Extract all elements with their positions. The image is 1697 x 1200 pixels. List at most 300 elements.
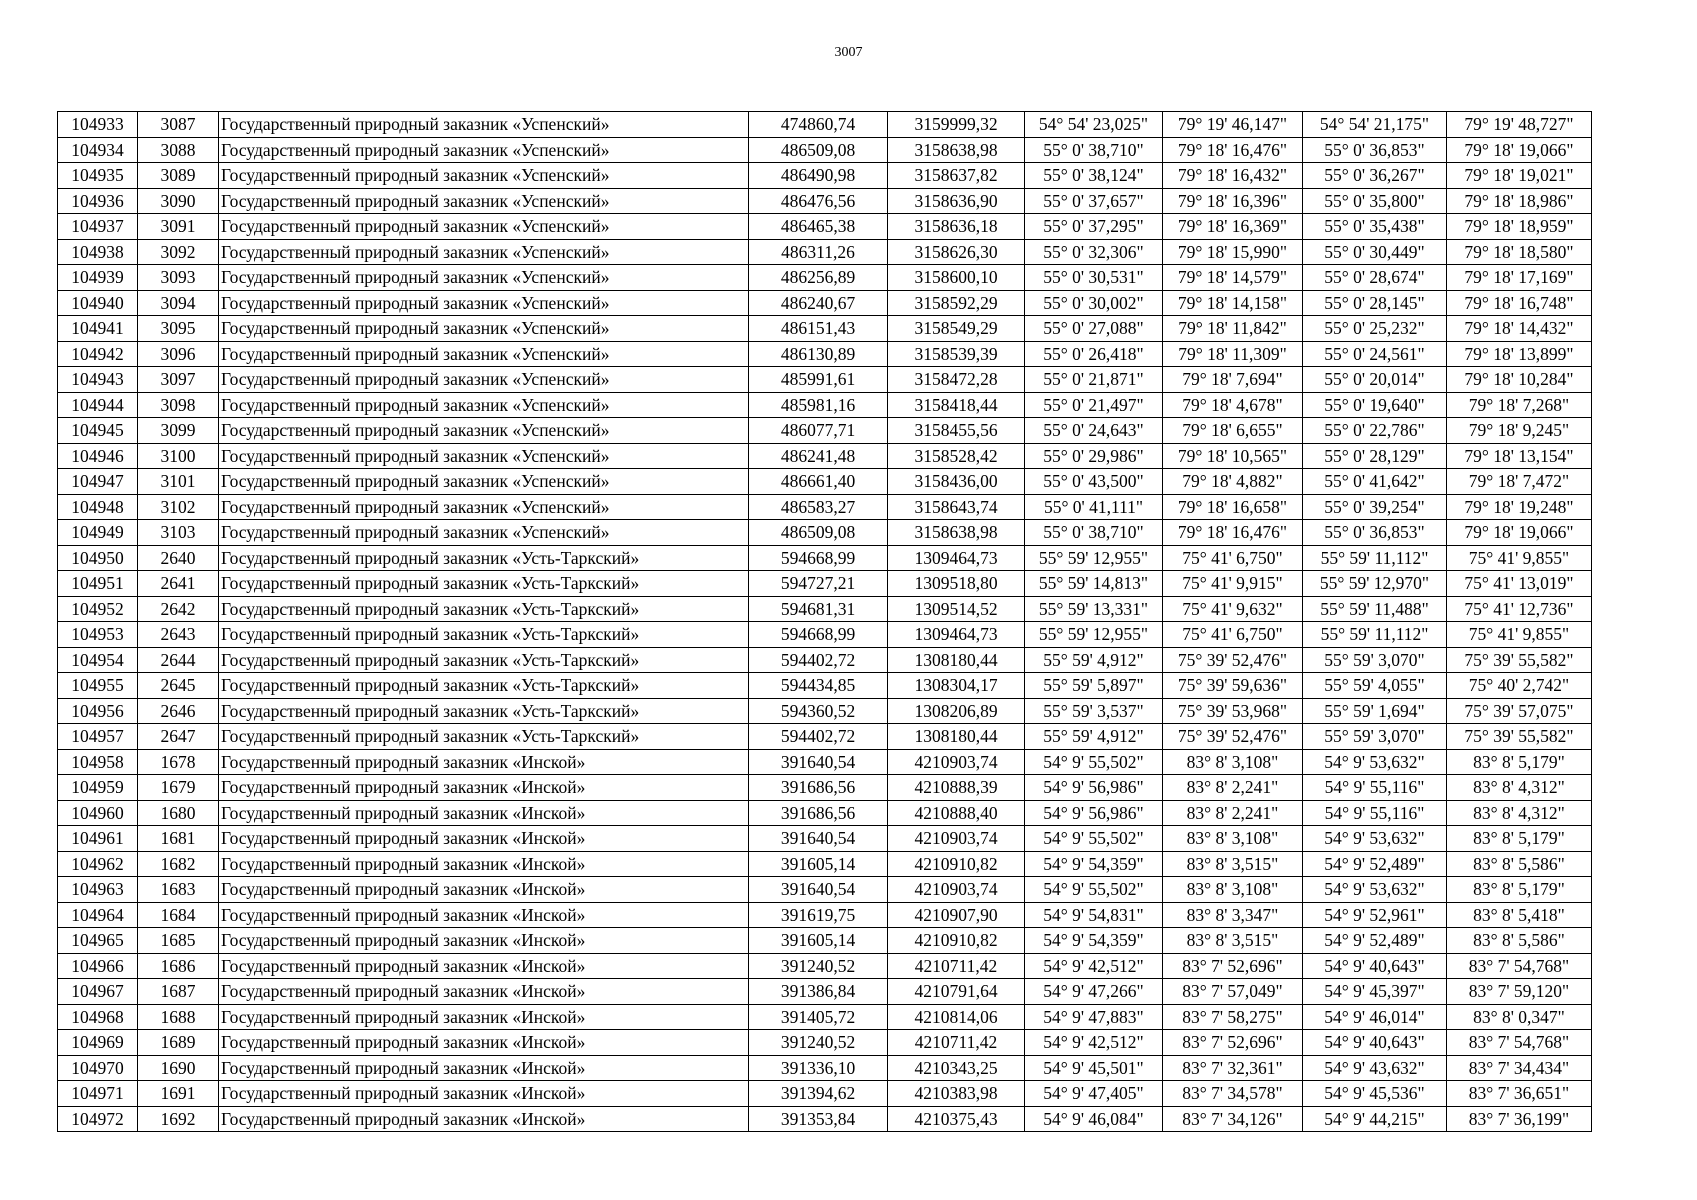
latitude-2-cell: 55° 0' 41,642" [1303, 469, 1447, 495]
x-coordinate-cell: 391336,10 [749, 1055, 888, 1081]
table-row [58, 1055, 1592, 1081]
y-coordinate-cell: 4210907,90 [888, 902, 1025, 928]
table-row [58, 928, 1592, 954]
longitude-1-cell: 83° 8' 3,108" [1163, 877, 1303, 903]
reserve-name-cell: Государственный природный заказник «Успенский» [219, 341, 749, 367]
longitude-1-cell: 83° 8' 2,241" [1163, 775, 1303, 801]
row-id-cell: 104948 [58, 494, 138, 520]
y-coordinate-cell: 3158418,44 [888, 392, 1025, 418]
longitude-1-cell: 75° 39' 59,636" [1163, 673, 1303, 699]
latitude-1-cell: 55° 0' 32,306" [1025, 239, 1163, 265]
latitude-1-cell: 54° 9' 45,501" [1025, 1055, 1163, 1081]
latitude-2-cell: 55° 0' 35,438" [1303, 214, 1447, 240]
y-coordinate-cell: 3158638,98 [888, 520, 1025, 546]
row-id-cell: 104954 [58, 647, 138, 673]
latitude-1-cell: 54° 9' 54,359" [1025, 928, 1163, 954]
latitude-2-cell: 55° 59' 3,070" [1303, 647, 1447, 673]
reserve-name-cell: Государственный природный заказник «Инской» [219, 1081, 749, 1107]
point-number-cell: 1681 [138, 826, 219, 852]
point-number-cell: 3096 [138, 341, 219, 367]
longitude-1-cell: 75° 41' 9,632" [1163, 596, 1303, 622]
x-coordinate-cell: 486465,38 [749, 214, 888, 240]
x-coordinate-cell: 486130,89 [749, 341, 888, 367]
table-row [58, 265, 1592, 291]
x-coordinate-cell: 486490,98 [749, 163, 888, 189]
latitude-2-cell: 55° 0' 20,014" [1303, 367, 1447, 393]
x-coordinate-cell: 594727,21 [749, 571, 888, 597]
longitude-1-cell: 79° 18' 11,842" [1163, 316, 1303, 342]
longitude-2-cell: 75° 40' 2,742" [1447, 673, 1592, 699]
row-id-cell: 104933 [58, 112, 138, 138]
point-number-cell: 1683 [138, 877, 219, 903]
row-id-cell: 104947 [58, 469, 138, 495]
reserve-name-cell: Государственный природный заказник «Инской» [219, 953, 749, 979]
x-coordinate-cell: 391686,56 [749, 800, 888, 826]
point-number-cell: 1692 [138, 1106, 219, 1132]
longitude-1-cell: 75° 39' 52,476" [1163, 647, 1303, 673]
latitude-1-cell: 55° 0' 30,531" [1025, 265, 1163, 291]
y-coordinate-cell: 3158549,29 [888, 316, 1025, 342]
latitude-1-cell: 54° 9' 55,502" [1025, 877, 1163, 903]
point-number-cell: 1691 [138, 1081, 219, 1107]
reserve-name-cell: Государственный природный заказник «Инской» [219, 749, 749, 775]
longitude-1-cell: 83° 7' 32,361" [1163, 1055, 1303, 1081]
point-number-cell: 2647 [138, 724, 219, 750]
reserve-name-cell: Государственный природный заказник «Усть-Таркский» [219, 622, 749, 648]
longitude-2-cell: 83° 8' 5,418" [1447, 902, 1592, 928]
y-coordinate-cell: 4210814,06 [888, 1004, 1025, 1030]
latitude-2-cell: 55° 0' 36,853" [1303, 137, 1447, 163]
table-row [58, 418, 1592, 444]
row-id-cell: 104940 [58, 290, 138, 316]
x-coordinate-cell: 391240,52 [749, 1030, 888, 1056]
y-coordinate-cell: 4210343,25 [888, 1055, 1025, 1081]
point-number-cell: 3093 [138, 265, 219, 291]
latitude-2-cell: 55° 59' 11,488" [1303, 596, 1447, 622]
point-number-cell: 3090 [138, 188, 219, 214]
longitude-1-cell: 83° 7' 52,696" [1163, 953, 1303, 979]
latitude-2-cell: 55° 0' 35,800" [1303, 188, 1447, 214]
latitude-2-cell: 54° 9' 55,116" [1303, 800, 1447, 826]
table-row [58, 1081, 1592, 1107]
longitude-2-cell: 83° 8' 5,179" [1447, 826, 1592, 852]
latitude-2-cell: 55° 59' 11,112" [1303, 622, 1447, 648]
row-id-cell: 104937 [58, 214, 138, 240]
reserve-name-cell: Государственный природный заказник «Инской» [219, 902, 749, 928]
table-row [58, 877, 1592, 903]
latitude-2-cell: 55° 0' 19,640" [1303, 392, 1447, 418]
longitude-2-cell: 83° 7' 34,434" [1447, 1055, 1592, 1081]
y-coordinate-cell: 4210888,40 [888, 800, 1025, 826]
x-coordinate-cell: 391619,75 [749, 902, 888, 928]
latitude-1-cell: 55° 0' 41,111" [1025, 494, 1163, 520]
table-row [58, 469, 1592, 495]
y-coordinate-cell: 4210903,74 [888, 826, 1025, 852]
row-id-cell: 104963 [58, 877, 138, 903]
y-coordinate-cell: 3158643,74 [888, 494, 1025, 520]
longitude-1-cell: 83° 7' 52,696" [1163, 1030, 1303, 1056]
table-row [58, 163, 1592, 189]
row-id-cell: 104965 [58, 928, 138, 954]
x-coordinate-cell: 594402,72 [749, 647, 888, 673]
reserve-name-cell: Государственный природный заказник «Успенский» [219, 494, 749, 520]
table-row [58, 545, 1592, 571]
latitude-1-cell: 54° 9' 56,986" [1025, 800, 1163, 826]
longitude-2-cell: 75° 41' 13,019" [1447, 571, 1592, 597]
row-id-cell: 104961 [58, 826, 138, 852]
reserve-name-cell: Государственный природный заказник «Успенский» [219, 188, 749, 214]
reserve-name-cell: Государственный природный заказник «Успенский» [219, 112, 749, 138]
y-coordinate-cell: 3158592,29 [888, 290, 1025, 316]
reserve-name-cell: Государственный природный заказник «Успенский» [219, 290, 749, 316]
latitude-2-cell: 55° 0' 28,145" [1303, 290, 1447, 316]
y-coordinate-cell: 1308180,44 [888, 647, 1025, 673]
point-number-cell: 3100 [138, 443, 219, 469]
longitude-1-cell: 79° 18' 10,565" [1163, 443, 1303, 469]
x-coordinate-cell: 474860,74 [749, 112, 888, 138]
table-row [58, 622, 1592, 648]
longitude-1-cell: 79° 18' 16,369" [1163, 214, 1303, 240]
longitude-1-cell: 79° 18' 4,678" [1163, 392, 1303, 418]
longitude-2-cell: 83° 7' 54,768" [1447, 953, 1592, 979]
x-coordinate-cell: 594434,85 [749, 673, 888, 699]
y-coordinate-cell: 4210888,39 [888, 775, 1025, 801]
y-coordinate-cell: 4210903,74 [888, 749, 1025, 775]
point-number-cell: 2640 [138, 545, 219, 571]
longitude-1-cell: 83° 8' 3,347" [1163, 902, 1303, 928]
reserve-name-cell: Государственный природный заказник «Инской» [219, 1055, 749, 1081]
y-coordinate-cell: 4210910,82 [888, 928, 1025, 954]
row-id-cell: 104944 [58, 392, 138, 418]
latitude-2-cell: 54° 54' 21,175" [1303, 112, 1447, 138]
x-coordinate-cell: 391405,72 [749, 1004, 888, 1030]
latitude-1-cell: 55° 59' 4,912" [1025, 724, 1163, 750]
latitude-1-cell: 55° 59' 12,955" [1025, 545, 1163, 571]
longitude-2-cell: 79° 18' 16,748" [1447, 290, 1592, 316]
latitude-1-cell: 55° 0' 26,418" [1025, 341, 1163, 367]
table-row [58, 316, 1592, 342]
reserve-name-cell: Государственный природный заказник «Инской» [219, 877, 749, 903]
longitude-1-cell: 75° 41' 9,915" [1163, 571, 1303, 597]
row-id-cell: 104962 [58, 851, 138, 877]
longitude-2-cell: 79° 18' 19,248" [1447, 494, 1592, 520]
latitude-2-cell: 54° 9' 45,397" [1303, 979, 1447, 1005]
longitude-2-cell: 79° 18' 13,899" [1447, 341, 1592, 367]
row-id-cell: 104970 [58, 1055, 138, 1081]
table-row [58, 494, 1592, 520]
x-coordinate-cell: 391394,62 [749, 1081, 888, 1107]
table-row [58, 749, 1592, 775]
latitude-2-cell: 55° 0' 24,561" [1303, 341, 1447, 367]
point-number-cell: 1687 [138, 979, 219, 1005]
point-number-cell: 1686 [138, 953, 219, 979]
page-number: 3007 [834, 45, 863, 60]
y-coordinate-cell: 1309514,52 [888, 596, 1025, 622]
latitude-1-cell: 55° 0' 43,500" [1025, 469, 1163, 495]
reserve-name-cell: Государственный природный заказник «Успенский» [219, 265, 749, 291]
y-coordinate-cell: 3159999,32 [888, 112, 1025, 138]
latitude-2-cell: 55° 0' 28,129" [1303, 443, 1447, 469]
longitude-1-cell: 79° 18' 14,158" [1163, 290, 1303, 316]
table-row [58, 724, 1592, 750]
x-coordinate-cell: 486311,26 [749, 239, 888, 265]
point-number-cell: 3097 [138, 367, 219, 393]
reserve-name-cell: Государственный природный заказник «Успенский» [219, 214, 749, 240]
table-row [58, 290, 1592, 316]
longitude-2-cell: 79° 18' 19,021" [1447, 163, 1592, 189]
longitude-2-cell: 75° 39' 55,582" [1447, 647, 1592, 673]
row-id-cell: 104946 [58, 443, 138, 469]
latitude-1-cell: 55° 0' 21,497" [1025, 392, 1163, 418]
row-id-cell: 104949 [58, 520, 138, 546]
row-id-cell: 104966 [58, 953, 138, 979]
longitude-2-cell: 83° 8' 5,179" [1447, 749, 1592, 775]
longitude-1-cell: 83° 8' 3,515" [1163, 851, 1303, 877]
longitude-1-cell: 79° 18' 4,882" [1163, 469, 1303, 495]
table-row [58, 775, 1592, 801]
table-row [58, 698, 1592, 724]
longitude-1-cell: 79° 18' 16,432" [1163, 163, 1303, 189]
row-id-cell: 104959 [58, 775, 138, 801]
latitude-1-cell: 55° 0' 37,295" [1025, 214, 1163, 240]
longitude-1-cell: 79° 18' 16,658" [1163, 494, 1303, 520]
longitude-2-cell: 79° 18' 14,432" [1447, 316, 1592, 342]
table-row [58, 367, 1592, 393]
row-id-cell: 104972 [58, 1106, 138, 1132]
x-coordinate-cell: 486241,48 [749, 443, 888, 469]
reserve-name-cell: Государственный природный заказник «Успенский» [219, 392, 749, 418]
longitude-2-cell: 83° 8' 5,179" [1447, 877, 1592, 903]
point-number-cell: 3091 [138, 214, 219, 240]
table-row [58, 392, 1592, 418]
longitude-2-cell: 79° 18' 13,154" [1447, 443, 1592, 469]
y-coordinate-cell: 3158636,90 [888, 188, 1025, 214]
table-row [58, 112, 1592, 138]
row-id-cell: 104971 [58, 1081, 138, 1107]
point-number-cell: 2643 [138, 622, 219, 648]
longitude-2-cell: 79° 18' 19,066" [1447, 137, 1592, 163]
x-coordinate-cell: 391353,84 [749, 1106, 888, 1132]
table-row [58, 596, 1592, 622]
table-row [58, 902, 1592, 928]
row-id-cell: 104967 [58, 979, 138, 1005]
longitude-2-cell: 83° 7' 36,651" [1447, 1081, 1592, 1107]
longitude-1-cell: 79° 18' 15,990" [1163, 239, 1303, 265]
reserve-name-cell: Государственный природный заказник «Инской» [219, 826, 749, 852]
longitude-2-cell: 75° 39' 55,582" [1447, 724, 1592, 750]
latitude-2-cell: 55° 0' 25,232" [1303, 316, 1447, 342]
latitude-1-cell: 55° 0' 29,986" [1025, 443, 1163, 469]
x-coordinate-cell: 486151,43 [749, 316, 888, 342]
y-coordinate-cell: 4210711,42 [888, 1030, 1025, 1056]
longitude-2-cell: 79° 18' 18,580" [1447, 239, 1592, 265]
table-row [58, 647, 1592, 673]
latitude-1-cell: 54° 9' 54,359" [1025, 851, 1163, 877]
longitude-1-cell: 79° 19' 46,147" [1163, 112, 1303, 138]
latitude-2-cell: 54° 9' 52,489" [1303, 851, 1447, 877]
y-coordinate-cell: 4210375,43 [888, 1106, 1025, 1132]
table-body [58, 112, 1592, 1132]
longitude-2-cell: 79° 18' 18,959" [1447, 214, 1592, 240]
row-id-cell: 104936 [58, 188, 138, 214]
table-row [58, 673, 1592, 699]
longitude-1-cell: 79° 18' 16,476" [1163, 520, 1303, 546]
longitude-2-cell: 79° 18' 19,066" [1447, 520, 1592, 546]
table-row [58, 800, 1592, 826]
reserve-name-cell: Государственный природный заказник «Успенский» [219, 239, 749, 265]
longitude-1-cell: 83° 8' 2,241" [1163, 800, 1303, 826]
reserve-name-cell: Государственный природный заказник «Успенский» [219, 443, 749, 469]
reserve-name-cell: Государственный природный заказник «Инской» [219, 1004, 749, 1030]
x-coordinate-cell: 391640,54 [749, 826, 888, 852]
latitude-1-cell: 55° 0' 21,871" [1025, 367, 1163, 393]
y-coordinate-cell: 1309518,80 [888, 571, 1025, 597]
x-coordinate-cell: 486256,89 [749, 265, 888, 291]
longitude-1-cell: 83° 7' 58,275" [1163, 1004, 1303, 1030]
point-number-cell: 3101 [138, 469, 219, 495]
y-coordinate-cell: 3158436,00 [888, 469, 1025, 495]
point-number-cell: 1685 [138, 928, 219, 954]
point-number-cell: 3103 [138, 520, 219, 546]
longitude-1-cell: 83° 7' 34,126" [1163, 1106, 1303, 1132]
reserve-name-cell: Государственный природный заказник «Успенский» [219, 520, 749, 546]
reserve-name-cell: Государственный природный заказник «Усть-Таркский» [219, 698, 749, 724]
point-number-cell: 3087 [138, 112, 219, 138]
row-id-cell: 104969 [58, 1030, 138, 1056]
latitude-1-cell: 54° 9' 42,512" [1025, 953, 1163, 979]
longitude-2-cell: 79° 18' 7,472" [1447, 469, 1592, 495]
reserve-name-cell: Государственный природный заказник «Инской» [219, 800, 749, 826]
longitude-1-cell: 75° 39' 53,968" [1163, 698, 1303, 724]
latitude-2-cell: 55° 0' 28,674" [1303, 265, 1447, 291]
x-coordinate-cell: 594668,99 [749, 545, 888, 571]
coordinates-table [57, 111, 1592, 1132]
longitude-1-cell: 79° 18' 7,694" [1163, 367, 1303, 393]
row-id-cell: 104964 [58, 902, 138, 928]
x-coordinate-cell: 391605,14 [749, 928, 888, 954]
x-coordinate-cell: 391686,56 [749, 775, 888, 801]
reserve-name-cell: Государственный природный заказник «Усть-Таркский» [219, 647, 749, 673]
reserve-name-cell: Государственный природный заказник «Успенский» [219, 367, 749, 393]
latitude-1-cell: 55° 0' 38,710" [1025, 137, 1163, 163]
point-number-cell: 3102 [138, 494, 219, 520]
point-number-cell: 3092 [138, 239, 219, 265]
point-number-cell: 3098 [138, 392, 219, 418]
latitude-2-cell: 54° 9' 55,116" [1303, 775, 1447, 801]
point-number-cell: 1688 [138, 1004, 219, 1030]
point-number-cell: 3099 [138, 418, 219, 444]
x-coordinate-cell: 594668,99 [749, 622, 888, 648]
longitude-2-cell: 75° 39' 57,075" [1447, 698, 1592, 724]
latitude-1-cell: 55° 0' 38,710" [1025, 520, 1163, 546]
longitude-2-cell: 83° 8' 5,586" [1447, 928, 1592, 954]
reserve-name-cell: Государственный природный заказник «Усть-Таркский» [219, 673, 749, 699]
y-coordinate-cell: 3158528,42 [888, 443, 1025, 469]
point-number-cell: 1680 [138, 800, 219, 826]
point-number-cell: 2645 [138, 673, 219, 699]
latitude-1-cell: 54° 9' 55,502" [1025, 826, 1163, 852]
latitude-1-cell: 55° 0' 27,088" [1025, 316, 1163, 342]
longitude-2-cell: 79° 18' 17,169" [1447, 265, 1592, 291]
longitude-1-cell: 83° 7' 57,049" [1163, 979, 1303, 1005]
table-row [58, 953, 1592, 979]
latitude-1-cell: 54° 9' 56,986" [1025, 775, 1163, 801]
row-id-cell: 104942 [58, 341, 138, 367]
reserve-name-cell: Государственный природный заказник «Инской» [219, 1030, 749, 1056]
latitude-2-cell: 54° 9' 52,489" [1303, 928, 1447, 954]
latitude-1-cell: 55° 59' 3,537" [1025, 698, 1163, 724]
y-coordinate-cell: 3158600,10 [888, 265, 1025, 291]
row-id-cell: 104951 [58, 571, 138, 597]
x-coordinate-cell: 391640,54 [749, 877, 888, 903]
latitude-1-cell: 55° 59' 14,813" [1025, 571, 1163, 597]
latitude-2-cell: 54° 9' 52,961" [1303, 902, 1447, 928]
longitude-2-cell: 79° 18' 18,986" [1447, 188, 1592, 214]
x-coordinate-cell: 486583,27 [749, 494, 888, 520]
longitude-1-cell: 83° 8' 3,108" [1163, 826, 1303, 852]
point-number-cell: 3089 [138, 163, 219, 189]
latitude-2-cell: 55° 0' 30,449" [1303, 239, 1447, 265]
x-coordinate-cell: 486661,40 [749, 469, 888, 495]
latitude-1-cell: 54° 9' 47,266" [1025, 979, 1163, 1005]
longitude-1-cell: 79° 18' 6,655" [1163, 418, 1303, 444]
y-coordinate-cell: 1308304,17 [888, 673, 1025, 699]
latitude-2-cell: 55° 59' 1,694" [1303, 698, 1447, 724]
longitude-2-cell: 79° 18' 10,284" [1447, 367, 1592, 393]
latitude-1-cell: 54° 9' 54,831" [1025, 902, 1163, 928]
reserve-name-cell: Государственный природный заказник «Успенский» [219, 137, 749, 163]
reserve-name-cell: Государственный природный заказник «Успенский» [219, 469, 749, 495]
latitude-1-cell: 55° 0' 38,124" [1025, 163, 1163, 189]
latitude-2-cell: 54° 9' 44,215" [1303, 1106, 1447, 1132]
row-id-cell: 104934 [58, 137, 138, 163]
x-coordinate-cell: 594402,72 [749, 724, 888, 750]
latitude-1-cell: 54° 9' 42,512" [1025, 1030, 1163, 1056]
latitude-1-cell: 54° 54' 23,025" [1025, 112, 1163, 138]
latitude-1-cell: 55° 59' 13,331" [1025, 596, 1163, 622]
y-coordinate-cell: 1309464,73 [888, 545, 1025, 571]
x-coordinate-cell: 391640,54 [749, 749, 888, 775]
row-id-cell: 104943 [58, 367, 138, 393]
x-coordinate-cell: 486509,08 [749, 137, 888, 163]
longitude-2-cell: 75° 41' 12,736" [1447, 596, 1592, 622]
y-coordinate-cell: 4210711,42 [888, 953, 1025, 979]
table-row [58, 1106, 1592, 1132]
point-number-cell: 2644 [138, 647, 219, 673]
point-number-cell: 2646 [138, 698, 219, 724]
longitude-1-cell: 79° 18' 16,396" [1163, 188, 1303, 214]
x-coordinate-cell: 594681,31 [749, 596, 888, 622]
point-number-cell: 1679 [138, 775, 219, 801]
table-row [58, 137, 1592, 163]
longitude-2-cell: 79° 18' 7,268" [1447, 392, 1592, 418]
reserve-name-cell: Государственный природный заказник «Инской» [219, 1106, 749, 1132]
table-row [58, 188, 1592, 214]
row-id-cell: 104958 [58, 749, 138, 775]
longitude-2-cell: 79° 19' 48,727" [1447, 112, 1592, 138]
point-number-cell: 2642 [138, 596, 219, 622]
longitude-1-cell: 75° 41' 6,750" [1163, 622, 1303, 648]
x-coordinate-cell: 486077,71 [749, 418, 888, 444]
longitude-2-cell: 83° 8' 4,312" [1447, 775, 1592, 801]
reserve-name-cell: Государственный природный заказник «Инской» [219, 979, 749, 1005]
table-row [58, 1030, 1592, 1056]
row-id-cell: 104957 [58, 724, 138, 750]
x-coordinate-cell: 485991,61 [749, 367, 888, 393]
longitude-1-cell: 83° 7' 34,578" [1163, 1081, 1303, 1107]
table-row [58, 1004, 1592, 1030]
latitude-2-cell: 54° 9' 53,632" [1303, 826, 1447, 852]
